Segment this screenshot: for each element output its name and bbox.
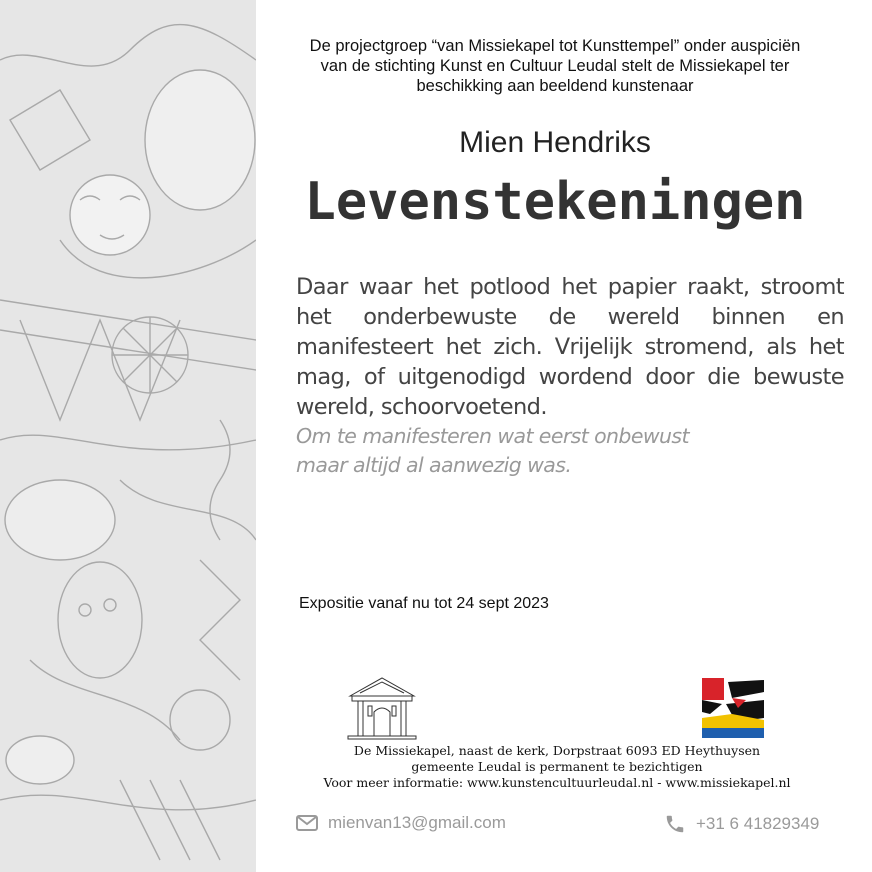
quote bbox=[296, 422, 716, 480]
artist-name: Mien Hendriks bbox=[459, 126, 651, 159]
email-contact[interactable] bbox=[296, 813, 506, 833]
exhibition-dates: Expositie vanaf nu tot 24 sept 2023 bbox=[299, 595, 549, 612]
quote-line-2: maar altijd al aanwezig was. bbox=[296, 453, 572, 477]
artwork-sketch bbox=[0, 0, 256, 872]
phone-number[interactable]: +31 6 41829349 bbox=[696, 814, 820, 833]
address-line-1: De Missiekapel, naast de kerk, Dorpstraat 6093 ED Heythuysen bbox=[353, 743, 761, 758]
phone-icon bbox=[664, 813, 686, 835]
kunst-cultuur-leudal-logo bbox=[702, 678, 764, 738]
missiekapel-logo bbox=[346, 674, 418, 740]
envelope-icon bbox=[296, 815, 318, 831]
phone-contact[interactable] bbox=[664, 813, 819, 835]
address-block bbox=[272, 743, 842, 791]
email-address[interactable]: mienvan13@gmail.com bbox=[328, 813, 506, 832]
intro-line-3: beschikking aan beeldend kunstenaar bbox=[416, 77, 694, 95]
address-line-2: gemeente Leudal is permanent te bezichtigen bbox=[411, 759, 703, 774]
address-line-3: Voor meer informatie: www.kunstencultuurleudal.nl - www.missiekapel.nl bbox=[323, 775, 791, 790]
intro-line-2: van de stichting Kunst en Cultuur Leudal stelt de Missiekapel ter bbox=[320, 57, 790, 75]
quote-line-1: Om te manifesteren wat eerst onbewust bbox=[296, 424, 689, 448]
exhibition-title: Levenstekeningen bbox=[304, 172, 806, 232]
intro-text bbox=[272, 36, 838, 96]
intro-line-1: De projectgroep “van Missiekapel tot Kunsttempel” onder auspiciën bbox=[309, 37, 801, 55]
description-paragraph: Daar waar het potlood het papier raakt, stroomt het onderbewuste de wereld binnen en manifesteert het zich. Vrijelijk stromend, als het mag, of uitgenodigd wordend door die bewuste wereld, schoorvoetend. bbox=[296, 274, 844, 420]
pencil-drawing-artwork bbox=[0, 0, 256, 872]
